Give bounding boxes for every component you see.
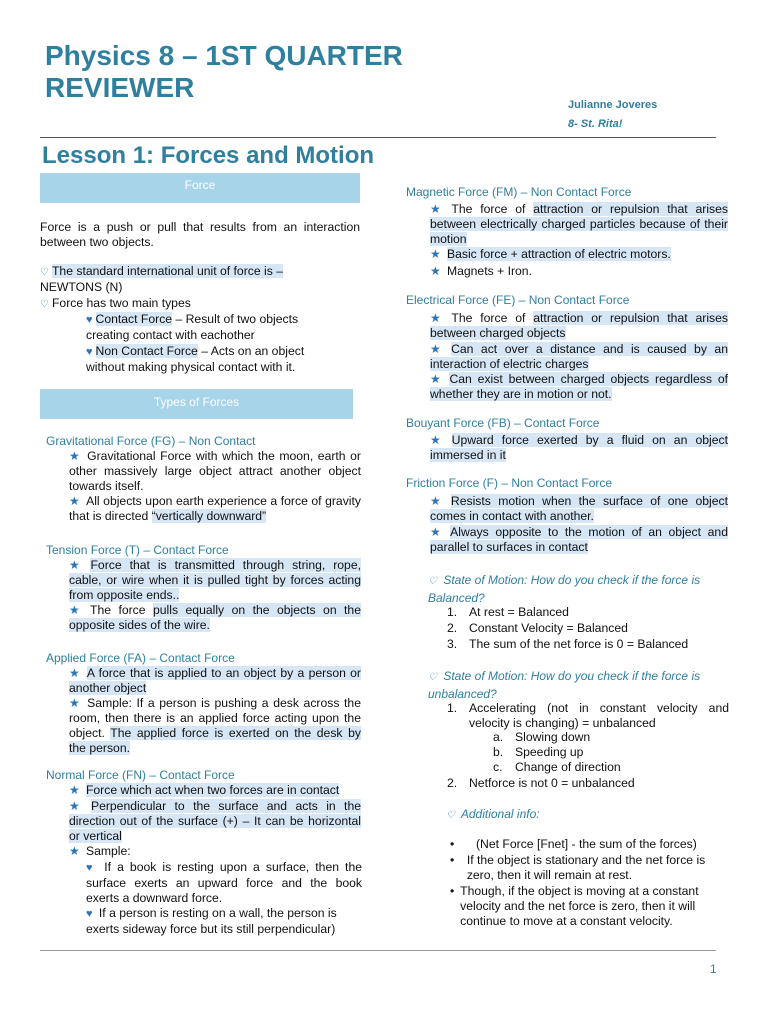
list-text: Change of direction (515, 760, 621, 774)
bullet-icon: • (450, 853, 455, 867)
balanced-question (428, 572, 730, 606)
tension-bullet-1-text: Force that is transmitted through string, rope, cable, or wire when it is pulled tight by forces acting from opposite ends.. (69, 558, 361, 602)
types-intro-text: Force has two main types (51, 296, 191, 310)
list-text: (Net Force [Fnet] - the sum of the forces) (476, 837, 697, 851)
magnetic-bullet-2 (430, 247, 728, 262)
list-text: Slowing down (515, 730, 591, 744)
star-icon: ★ (430, 494, 445, 508)
list-text: Netforce is not 0 = unbalanced (469, 776, 635, 790)
noncontact-force-item (86, 344, 356, 375)
magnetic-bullet-3 (430, 264, 728, 279)
title-line-2: REVIEWER (45, 72, 195, 103)
normal-bullet-2-text: Perpendicular to the surface and acts in the direction out of the surface (+) – It can be horizontal or vertical (69, 799, 362, 843)
list-number: 1. (447, 605, 458, 619)
normal-force-title: Normal Force (FN) – Contact Force (46, 768, 235, 782)
heart-outline-icon: ♡ (446, 810, 455, 821)
star-icon: ★ (430, 264, 441, 278)
list-item (493, 730, 723, 745)
tension-bullet-1 (69, 558, 361, 603)
electrical-bullet-3-text: Can exist between charged objects regardless of whether they are in motion or not. (430, 372, 728, 401)
list-text: Constant Velocity = Balanced (469, 621, 628, 635)
heart-outline-icon: ♡ (428, 576, 437, 587)
normal-bullet-3 (69, 844, 361, 859)
heart-icon: ♥ (86, 346, 93, 358)
balanced-question-text: State of Motion: How do you check if the force is Balanced? (428, 573, 701, 605)
star-icon: ★ (430, 372, 444, 386)
magnetic-force-title: Magnetic Force (FM) – Non Contact Force (406, 185, 632, 199)
list-number: 2. (447, 621, 458, 635)
types-intro (40, 296, 360, 312)
tension-bullet-2-text: The force (90, 603, 153, 617)
contact-force-term: Contact Force (95, 312, 173, 326)
friction-bullet-1 (430, 494, 728, 524)
friction-bullet-2-text: Always opposite to the motion of an object and parallel to surfaces in contact (430, 525, 728, 554)
si-unit-line-1: The standard international unit of force is – (51, 264, 283, 278)
bullet-icon: • (450, 884, 455, 898)
contact-force-item (86, 312, 356, 343)
star-icon: ★ (69, 799, 85, 813)
force-definition: Force is a push or pull that results from an interaction between two objects. (40, 220, 360, 249)
magnetic-bullet-1-highlight: attraction or repulsion that arises between electrically charged particles because of their motion (430, 202, 728, 246)
contact-force-desc-a: – Result of two objects (172, 312, 299, 326)
star-icon: ★ (69, 844, 80, 858)
heart-icon: ♥ (86, 908, 93, 920)
normal-bullet-3-text: Sample: (85, 844, 131, 858)
magnetic-bullet-2-text: Basic force + attraction of electric motors. (446, 247, 671, 261)
star-icon: ★ (69, 558, 85, 572)
heart-icon: ♥ (86, 862, 96, 874)
star-icon: ★ (69, 783, 80, 797)
star-icon: ★ (69, 666, 81, 680)
list-item (450, 853, 730, 883)
normal-sample-2-text: If a person is resting on a wall, the person is exerts sideway force but its still perpendicular) (86, 906, 337, 936)
electrical-bullet-2-text: Can act over a distance and is caused by an interaction of electric charges (430, 342, 728, 371)
contact-force-desc-b: creating contact with eachother (86, 328, 255, 342)
author-section: 8- St. Rita! (568, 118, 623, 130)
electrical-force-title: Electrical Force (FE) – Non Contact Force (406, 293, 630, 307)
list-letter: c. (493, 760, 503, 774)
friction-force-title: Friction Force (F) – Non Contact Force (406, 476, 613, 490)
noncontact-force-term: Non Contact Force (95, 344, 198, 358)
gravitational-bullet-2-highlight: “vertically downward” (151, 509, 267, 523)
unbalanced-question (428, 668, 730, 702)
list-letter: b. (493, 745, 504, 759)
list-item (447, 621, 727, 636)
list-item (447, 605, 727, 620)
author-name: Julianne Joveres (568, 99, 658, 111)
unbalanced-sublist (493, 730, 723, 775)
applied-bullet-2-highlight: The applied force is exerted on the desk by the person. (69, 726, 361, 755)
normal-sample-2 (86, 906, 362, 937)
applied-bullet-1-text: A force that is applied to an object by a person or another object (69, 666, 361, 695)
bouyant-bullet-1-text: Upward force exerted by a fluid on an object immersed in it (430, 433, 728, 462)
noncontact-force-desc-a: – Acts on an object (197, 344, 305, 358)
document-title (45, 40, 403, 104)
bullet-icon: • (450, 837, 455, 851)
normal-bullet-1-text: Force which act when two forces are in contact (85, 783, 340, 797)
electrical-bullet-1-highlight: attraction or repulsion that arises between charged objects (430, 311, 728, 340)
bouyant-force-title: Bouyant Force (FB) – Contact Force (406, 416, 600, 430)
friction-bullet-1-text: Resists motion when the surface of one object comes in contact with another. (430, 494, 728, 523)
normal-bullet-2 (69, 799, 361, 844)
heart-icon: ♥ (86, 314, 93, 326)
normal-sample-1 (86, 860, 362, 906)
list-text: Though, if the object is moving at a constant velocity and the net force is zero, then it will continue to move at a constant velocity. (460, 884, 699, 928)
header-divider (40, 137, 716, 138)
applied-force-title: Applied Force (FA) – Contact Force (46, 651, 235, 665)
gravitational-bullet-2-text: All objects upon earth experience a force of gravity that is directed (69, 494, 361, 523)
friction-bullet-2 (430, 525, 728, 555)
list-item (447, 637, 727, 652)
unbalanced-item-2 (447, 776, 727, 791)
electrical-bullet-3 (430, 372, 728, 402)
tension-bullet-2-highlight: pulls equally on the objects on the opposite sides of the wire. (69, 603, 361, 632)
list-item (493, 745, 723, 760)
star-icon: ★ (430, 525, 445, 539)
star-icon: ★ (430, 311, 446, 325)
force-section-bar: Force (40, 173, 360, 203)
si-unit-note (40, 264, 360, 295)
heart-outline-icon: ♡ (40, 299, 49, 310)
gravitational-force-title: Gravitational Force (FG) – Non Contact (46, 434, 256, 448)
list-number: 1. (447, 701, 458, 715)
star-icon: ★ (430, 342, 446, 356)
tension-bullet-2 (69, 603, 361, 633)
applied-bullet-2-text: Sample: If a person is pushing a desk across the room, then there is an applied force acting upon the object. (69, 696, 361, 740)
list-item (493, 760, 723, 775)
list-number: 2. (447, 776, 458, 790)
heart-outline-icon: ♡ (40, 267, 49, 278)
applied-bullet-1 (69, 666, 361, 696)
unbalanced-item-1: Accelerating (not in constant velocity and velocity is changing) = unbalanced (469, 701, 729, 730)
list-item (450, 884, 730, 929)
si-unit-line-2: NEWTONS (N) (40, 280, 123, 294)
electrical-bullet-1-text: The force of (451, 311, 534, 325)
star-icon: ★ (69, 449, 82, 463)
tension-force-title: Tension Force (T) – Contact Force (46, 543, 229, 557)
gravitational-bullet-1 (69, 449, 361, 494)
list-text: Speeding up (515, 745, 584, 759)
star-icon: ★ (430, 247, 441, 261)
electrical-bullet-1 (430, 311, 728, 341)
list-text: At rest = Balanced (469, 605, 569, 619)
star-icon: ★ (69, 696, 82, 710)
footer-divider (40, 950, 716, 951)
types-of-forces-bar: Types of Forces (40, 389, 353, 419)
applied-bullet-2 (69, 696, 361, 756)
bouyant-bullet-1 (430, 433, 728, 463)
list-text: If the object is stationary and the net force is zero, then it will remain at rest. (466, 853, 706, 882)
normal-sample-1-text: If a book is resting upon a surface, then the surface exerts an upward force and the book exerts a downward force. (86, 860, 363, 905)
unbalanced-question-text: State of Motion: How do you check if the force is unbalanced? (428, 669, 701, 701)
noncontact-force-desc-b: without making physical contact with it. (86, 360, 296, 374)
additional-info-heading (446, 806, 540, 824)
list-text: The sum of the net force is 0 = Balanced (469, 637, 689, 651)
title-line-1: Physics 8 – 1ST QUARTER (45, 40, 403, 71)
star-icon: ★ (69, 603, 84, 617)
magnetic-bullet-3-text: Magnets + Iron. (446, 264, 532, 278)
page-number: 1 (710, 962, 717, 976)
electrical-bullet-2 (430, 342, 728, 372)
heart-outline-icon: ♡ (428, 672, 437, 683)
gravitational-bullet-1-text: Gravitational Force with which the moon, earth or other massively large object attract another object towards itself. (69, 449, 361, 493)
balanced-list (447, 605, 727, 652)
additional-info-list (450, 837, 730, 929)
list-letter: a. (493, 730, 504, 744)
star-icon: ★ (430, 202, 446, 216)
magnetic-bullet-1-text: The force of (451, 202, 534, 216)
normal-bullet-1 (69, 783, 361, 798)
additional-info-text: Additional info: (460, 807, 540, 821)
list-number: 3. (447, 637, 458, 651)
magnetic-bullet-1 (430, 202, 728, 247)
lesson-title: Lesson 1: Forces and Motion (42, 142, 375, 169)
gravitational-bullet-2 (69, 494, 361, 524)
star-icon: ★ (69, 494, 81, 508)
list-item (450, 837, 730, 852)
star-icon: ★ (430, 433, 446, 447)
